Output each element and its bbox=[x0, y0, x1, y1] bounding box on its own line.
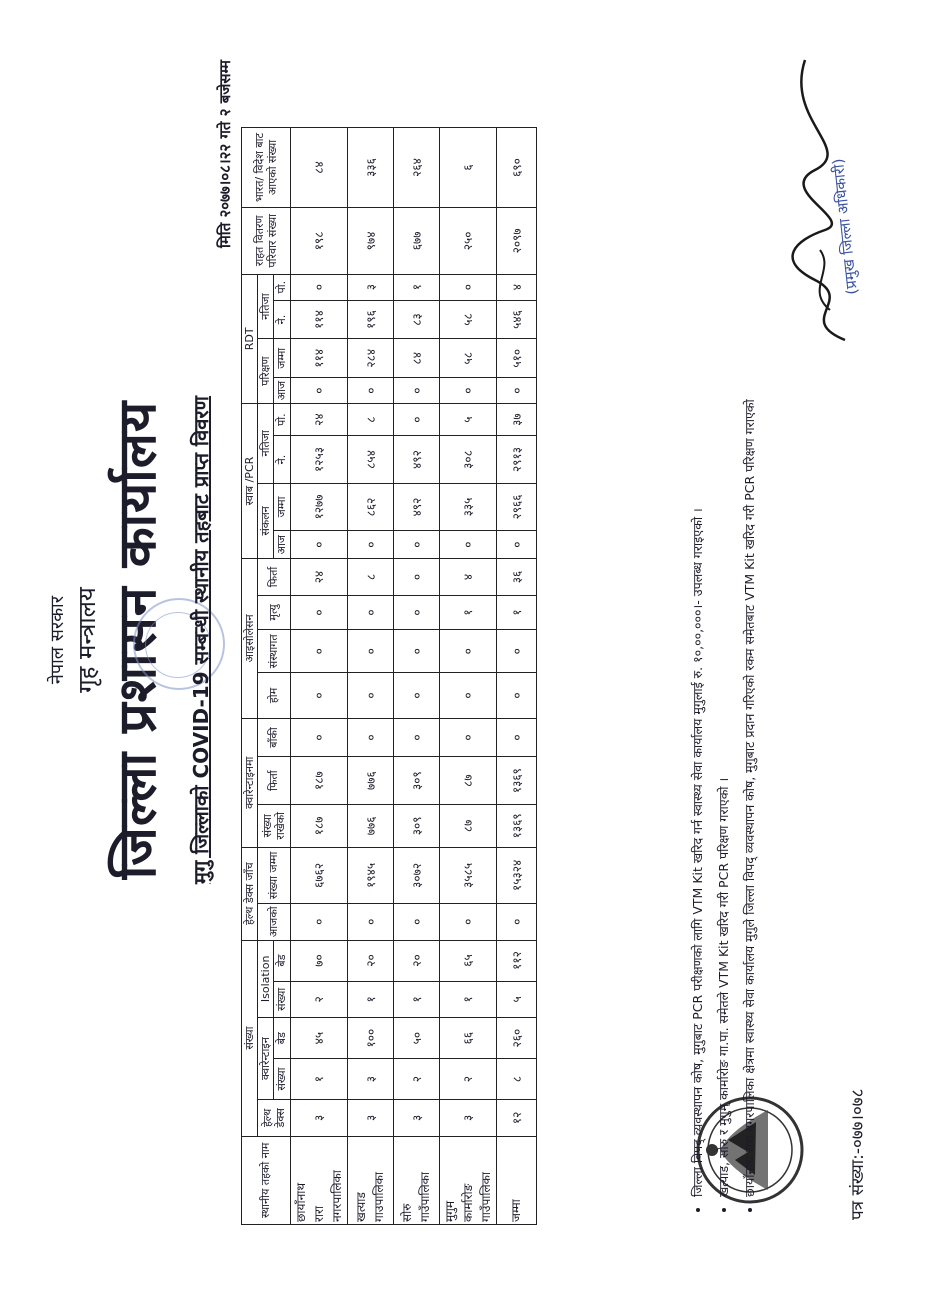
cell-q-bed: ५० bbox=[393, 1018, 439, 1059]
cell-i-count: १ bbox=[439, 981, 496, 1018]
note-item: • छायाँनाथ रारा नगरपालिका क्षेत्रमा स्वास्थ्य सेवा कार्यालय मुगुले जिल्ला विपद् व्यवस्थापन कोष, मुगुबाट प्रदान गरिएको रकम समेतबाट VTM Kit खरिद गरी PCR परिक्षण गराएको bbox=[737, 125, 763, 1197]
cell-rdt-total: २८४ bbox=[347, 339, 393, 378]
cell-rdt-today: ० bbox=[496, 378, 536, 404]
cell-qn-returned: ८७ bbox=[439, 757, 496, 804]
cell-pcr-negative: ३०८ bbox=[439, 436, 496, 483]
cell-iso-home: ० bbox=[290, 673, 347, 718]
reference-number: पत्र संख्या:-०७७।०७८ bbox=[848, 1088, 868, 1220]
cell-iso-home: ० bbox=[347, 673, 393, 718]
cell-qn-returned: ३०९ bbox=[393, 757, 439, 804]
cell-q-count: १ bbox=[290, 1059, 347, 1100]
cell-hd-today: ० bbox=[496, 903, 536, 940]
th-rdt-total: जम्मा bbox=[274, 339, 290, 378]
cell-qn-kept: ३०९ bbox=[393, 804, 439, 847]
covid-data-table bbox=[241, 127, 537, 1225]
cell-qn-remaining: ० bbox=[290, 718, 347, 757]
cell-iso-home: ० bbox=[439, 673, 496, 718]
cell-i-count: २ bbox=[290, 981, 347, 1018]
cell-pcr-positive: ० bbox=[393, 404, 439, 436]
th-health-desk: हेल्थ डेक्स bbox=[258, 1100, 290, 1137]
cell-pcr-today: ० bbox=[393, 531, 439, 559]
th-rdt: RDT bbox=[242, 274, 258, 403]
cell-pcr-today: ० bbox=[439, 531, 496, 559]
th-local-body: स्थानीय तहको नाम bbox=[242, 1136, 291, 1224]
cell-iso-institutional: ० bbox=[347, 630, 393, 673]
th-pcr-collection: संकलन bbox=[258, 483, 274, 558]
cell-rdt-today: ० bbox=[290, 378, 347, 404]
table-total-row bbox=[496, 128, 536, 1225]
th-iso-home: होम bbox=[258, 673, 290, 718]
th-rdt-positive: पो. bbox=[274, 274, 290, 300]
cell-health-desk: ३ bbox=[393, 1100, 439, 1137]
cell-hd-total: ६७६२ bbox=[290, 847, 347, 903]
cell-rdt-positive: ० bbox=[439, 274, 496, 300]
cell-i-bed: ६५ bbox=[439, 940, 496, 981]
cell-hd-total: ३०७२ bbox=[393, 847, 439, 903]
cell-rdt-total: ५८ bbox=[439, 339, 496, 378]
cell-iso-death: १ bbox=[496, 595, 536, 629]
cell-abroad: ८४ bbox=[290, 128, 347, 208]
local-body-name: मुगुम कार्मारोङ गाउँपालिका bbox=[439, 1136, 496, 1224]
cell-rdt-total: ११४ bbox=[290, 339, 347, 378]
cell-rdt-total: ८४ bbox=[393, 339, 439, 378]
cell-abroad: २६४ bbox=[393, 128, 439, 208]
cell-relief: २५० bbox=[439, 207, 496, 274]
local-body-name: छायाँनाथ रारा नगरपालिका bbox=[290, 1136, 347, 1224]
cell-qn-returned: १८७ bbox=[290, 757, 347, 804]
cell-i-count: ५ bbox=[496, 981, 536, 1018]
th-qn-returned: फिर्ता bbox=[258, 757, 290, 804]
cell-hd-today: ० bbox=[347, 903, 393, 940]
cell-iso-institutional: ० bbox=[393, 630, 439, 673]
cell-health-desk: १२ bbox=[496, 1100, 536, 1137]
th-quarantine: क्वारेन्टाइन bbox=[258, 1018, 274, 1100]
cell-i-bed: २० bbox=[347, 940, 393, 981]
th-isolation: Isolation bbox=[258, 940, 274, 1018]
th-rdt-result: नतिजा bbox=[258, 274, 274, 339]
cell-iso-returned: ० bbox=[393, 559, 439, 596]
cell-health-desk: ३ bbox=[439, 1100, 496, 1137]
cell-i-count: १ bbox=[393, 981, 439, 1018]
cell-iso-returned: ४ bbox=[439, 559, 496, 596]
cell-rdt-today: ० bbox=[393, 378, 439, 404]
cell-pcr-today: ० bbox=[496, 531, 536, 559]
cell-hd-total: ३५८५ bbox=[439, 847, 496, 903]
th-i-count: संख्या bbox=[274, 981, 290, 1018]
cell-pcr-today: ० bbox=[347, 531, 393, 559]
cell-iso-returned: ८ bbox=[347, 559, 393, 596]
ministry-name: गृह मन्त्रालय bbox=[73, 587, 101, 693]
cell-q-count: ३ bbox=[347, 1059, 393, 1100]
cell-iso-home: ० bbox=[393, 673, 439, 718]
cell-pcr-today: ० bbox=[290, 531, 347, 559]
th-isolation-now: आइसोलेसन bbox=[242, 559, 258, 718]
cell-qn-kept: १३६९ bbox=[496, 804, 536, 847]
cell-rdt-positive: १ bbox=[393, 274, 439, 300]
cell-qn-remaining: ० bbox=[393, 718, 439, 757]
cell-qn-remaining: ० bbox=[439, 718, 496, 757]
cell-iso-death: ० bbox=[290, 595, 347, 629]
signature-icon bbox=[735, 50, 875, 350]
cell-rdt-positive: ४ bbox=[496, 274, 536, 300]
cell-rdt-positive: ० bbox=[290, 274, 347, 300]
note-item: • खत्याड, सोरु र मुगुम् कार्मारोङ गा.पा. समेतले VTM Kit खरिद गरी PCR परिक्षण गराएको । bbox=[711, 125, 737, 1197]
cell-rdt-negative: ५८ bbox=[439, 300, 496, 339]
th-count: संख्या bbox=[242, 940, 258, 1136]
cell-pcr-total: २९६६ bbox=[496, 483, 536, 530]
th-rdt-test: परिक्षण bbox=[258, 339, 274, 404]
cell-iso-institutional: ० bbox=[439, 630, 496, 673]
local-body-name: खत्याड गाउपालिका bbox=[347, 1136, 393, 1224]
cell-qn-returned: १३६९ bbox=[496, 757, 536, 804]
cell-relief: १९८ bbox=[290, 207, 347, 274]
cell-rdt-negative: १९६ bbox=[347, 300, 393, 339]
th-q-count: संख्या bbox=[274, 1059, 290, 1100]
cell-rdt-today: ० bbox=[439, 378, 496, 404]
cell-hd-total: १९४५ bbox=[347, 847, 393, 903]
cell-iso-death: ० bbox=[347, 595, 393, 629]
th-q-bed: बेड bbox=[274, 1018, 290, 1059]
th-iso-death: मृत्यु bbox=[258, 595, 290, 629]
note-item: • जिल्ला विपद् व्यवस्थापन कोष, मुगुबाट PCR परीक्षणको लागि VTM Kit खरिद गर्न स्वास्थ्य सेवा कार्यालय मुगुलाई रु. १०,००,०००।- उपलब्ध गराइएको । bbox=[685, 125, 711, 1197]
cell-pcr-total: १२७७ bbox=[290, 483, 347, 530]
table-row bbox=[290, 128, 347, 1225]
cell-q-count: २ bbox=[393, 1059, 439, 1100]
cell-abroad: ६ bbox=[439, 128, 496, 208]
cell-iso-returned: ३६ bbox=[496, 559, 536, 596]
cell-qn-kept: ८७ bbox=[439, 804, 496, 847]
cell-qn-remaining: ० bbox=[347, 718, 393, 757]
cell-relief: २०९७ bbox=[496, 207, 536, 274]
th-qn-remaining: बाँकी bbox=[258, 718, 290, 757]
cell-qn-kept: ७७६ bbox=[347, 804, 393, 847]
cell-iso-death: ० bbox=[393, 595, 439, 629]
cell-i-bed: ७० bbox=[290, 940, 347, 981]
cell-abroad: ३३६ bbox=[347, 128, 393, 208]
cell-iso-death: १ bbox=[439, 595, 496, 629]
th-abroad: भारत/ विदेश बाट आएको संख्या bbox=[242, 128, 291, 208]
cell-i-count: १ bbox=[347, 981, 393, 1018]
gov-name: नेपाल सरकार bbox=[47, 595, 68, 685]
office-title: जिल्ला प्रशासन कार्यालय bbox=[108, 400, 168, 880]
cell-hd-today: ० bbox=[439, 903, 496, 940]
th-pcr-negative: ने. bbox=[274, 436, 290, 483]
cell-iso-institutional: ० bbox=[496, 630, 536, 673]
cell-q-count: ८ bbox=[496, 1059, 536, 1100]
cell-rdt-today: ० bbox=[347, 378, 393, 404]
th-rdt-negative: ने. bbox=[274, 300, 290, 339]
cell-q-bed: २६० bbox=[496, 1018, 536, 1059]
th-pcr-positive: पो. bbox=[274, 404, 290, 436]
th-rdt-today: आज bbox=[274, 378, 290, 404]
cell-rdt-negative: ८३ bbox=[393, 300, 439, 339]
cell-relief: ६७७ bbox=[393, 207, 439, 274]
th-hd-today: आजको bbox=[258, 903, 290, 940]
cell-pcr-negative: ८५४ bbox=[347, 436, 393, 483]
cell-i-bed: ११२ bbox=[496, 940, 536, 981]
cell-qn-returned: ७७६ bbox=[347, 757, 393, 804]
th-iso-returned: फिर्ता bbox=[258, 559, 290, 596]
cell-rdt-negative: ५४६ bbox=[496, 300, 536, 339]
cell-i-bed: २० bbox=[393, 940, 439, 981]
cell-iso-returned: २४ bbox=[290, 559, 347, 596]
th-qn-kept: संख्या राखेको bbox=[258, 804, 290, 847]
th-pcr-result: नतिजा bbox=[258, 404, 274, 484]
th-relief: राहत वितरण परिवार संख्या bbox=[242, 207, 291, 274]
cell-pcr-total: ३३५ bbox=[439, 483, 496, 530]
report-date: मिति २०७७।०८।२२ गते २ बजेसम्म bbox=[216, 60, 234, 249]
cell-pcr-negative: २९१३ bbox=[496, 436, 536, 483]
cell-rdt-positive: ३ bbox=[347, 274, 393, 300]
cell-iso-home: ० bbox=[496, 673, 536, 718]
total-label: जम्मा bbox=[496, 1136, 536, 1224]
cell-pcr-positive: २४ bbox=[290, 404, 347, 436]
table-row bbox=[393, 128, 439, 1225]
cell-pcr-negative: ४९२ bbox=[393, 436, 439, 483]
cell-qn-kept: १८७ bbox=[290, 804, 347, 847]
local-body-name: सोरु गाउँपालिका bbox=[393, 1136, 439, 1224]
cell-health-desk: ३ bbox=[290, 1100, 347, 1137]
cell-pcr-negative: १२५३ bbox=[290, 436, 347, 483]
th-iso-institutional: संस्थागत bbox=[258, 630, 290, 673]
cell-q-bed: ४५ bbox=[290, 1018, 347, 1059]
cell-pcr-positive: ५ bbox=[439, 404, 496, 436]
cell-pcr-total: ४९२ bbox=[393, 483, 439, 530]
cell-hd-today: ० bbox=[393, 903, 439, 940]
th-pcr-total: जम्मा bbox=[274, 483, 290, 530]
th-swab-pcr: स्वाब /PCR bbox=[242, 404, 258, 559]
cell-relief: ९७४ bbox=[347, 207, 393, 274]
th-i-bed: बेड bbox=[274, 940, 290, 981]
cell-hd-total: १५३२४ bbox=[496, 847, 536, 903]
cell-pcr-positive: ३७ bbox=[496, 404, 536, 436]
rotated-landscape-content bbox=[45, 50, 905, 1230]
cell-pcr-positive: ८ bbox=[347, 404, 393, 436]
document-subtitle: मुगु जिल्लाको COVID-19 सम्बन्धी स्थानीय तहबाट प्राप्त विवरण bbox=[189, 396, 213, 885]
th-in-quarantine: क्वारेन्टाइनमा bbox=[242, 718, 258, 847]
signatory-title: (प्रमुख जिल्ला अधिकारी) bbox=[828, 157, 862, 296]
th-hd-total: संख्या जम्मा bbox=[258, 847, 290, 903]
cell-q-bed: १०० bbox=[347, 1018, 393, 1059]
table-row bbox=[347, 128, 393, 1225]
table-row bbox=[439, 128, 496, 1225]
cell-health-desk: ३ bbox=[347, 1100, 393, 1137]
cell-iso-institutional: ० bbox=[290, 630, 347, 673]
cell-abroad: ६९० bbox=[496, 128, 536, 208]
cell-q-count: २ bbox=[439, 1059, 496, 1100]
cell-q-bed: ६६ bbox=[439, 1018, 496, 1059]
th-health-desk-check: हेल्थ डेक्स जाँच bbox=[242, 847, 258, 940]
th-pcr-today: आज bbox=[274, 531, 290, 559]
cell-rdt-negative: ११४ bbox=[290, 300, 347, 339]
cell-pcr-total: ८६२ bbox=[347, 483, 393, 530]
cell-hd-today: ० bbox=[290, 903, 347, 940]
cell-rdt-total: ५१० bbox=[496, 339, 536, 378]
cell-qn-remaining: ० bbox=[496, 718, 536, 757]
